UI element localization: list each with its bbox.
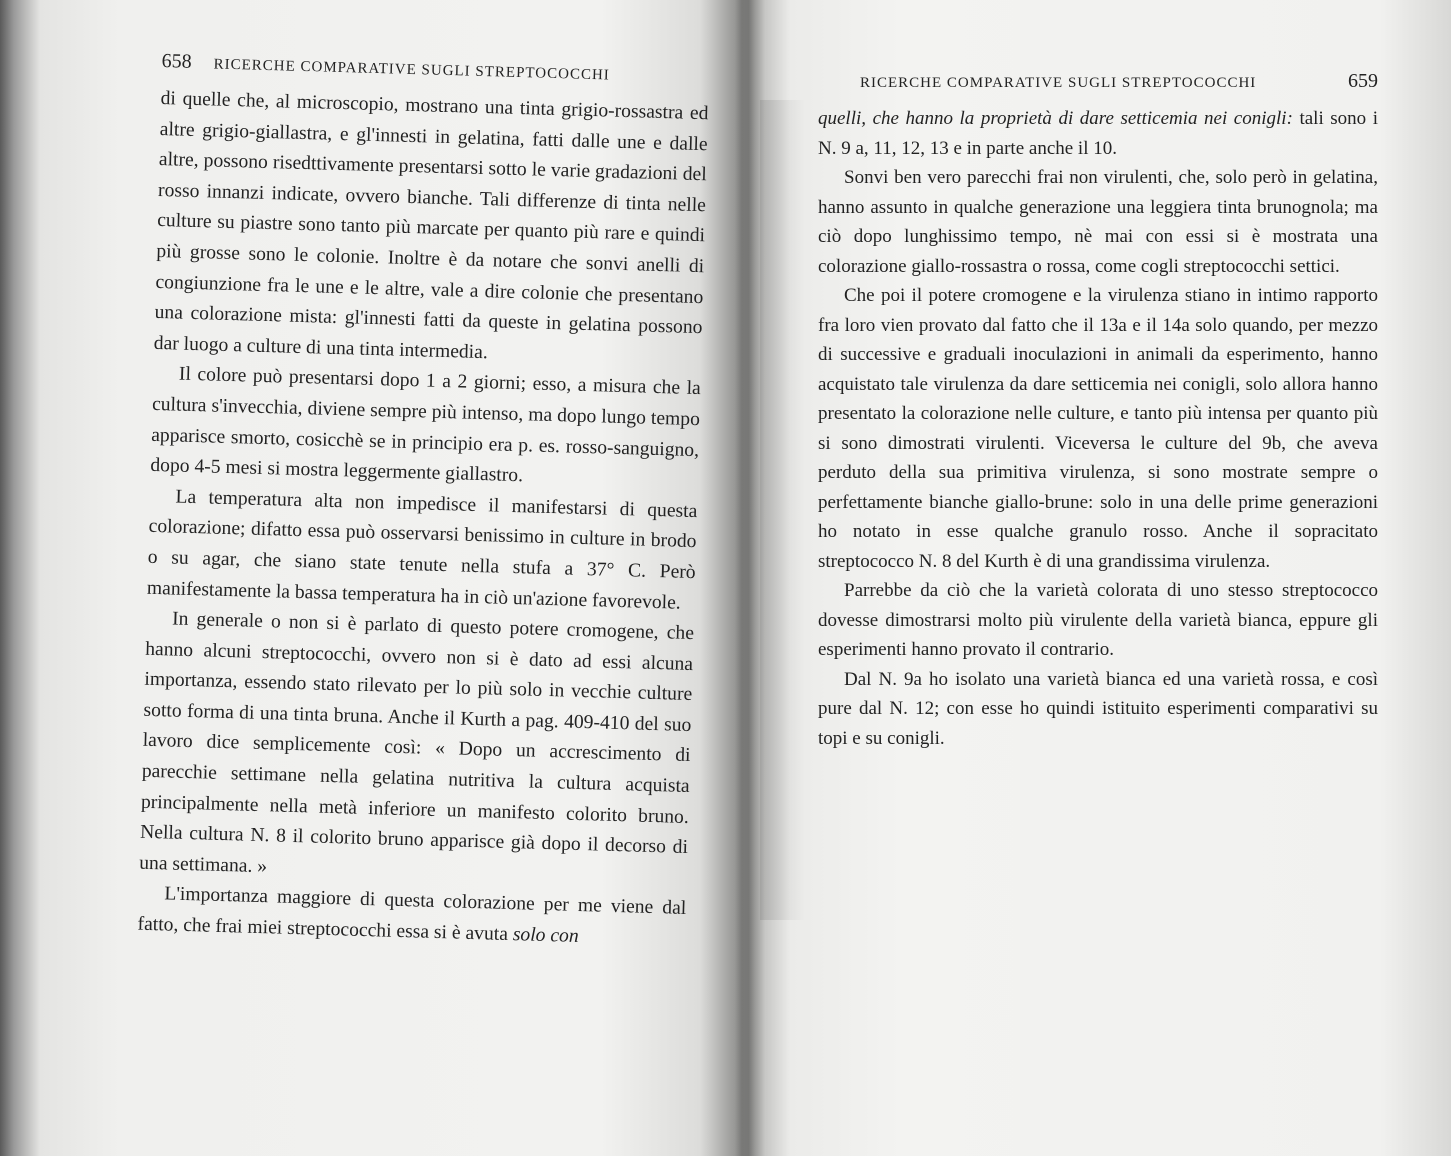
- left-paragraph-1: di quelle che, al microscopio, mostrano una tinta grigio-rossastra ed altre grigio-giallastra, e gl'innesti in gelatina, fatti dalle une e dalle altre, possono risedttivamente presentarsi sotto le varie gradazioni del rosso innanzi indicate, ovvero bianche. Tali differenze di tinta nelle culture su piastre sono tanto più marcate per quanto più rare e quindi più grosse sono le colonie. Inoltre è da notare che sonvi anelli di congiunzione fra le une e le altre, vale a dire colonie che presentano una colorazione mista: gl'innesti fatti da queste in gelatina possono dar luogo a culture di una tinta intermedia.: [153, 87, 709, 363]
- right-paragraph-1: [818, 104, 1378, 163]
- right-paragraph-3: Che poi il potere cromogene e la virulenza stiano in intimo rapporto fra loro vien provato dal fatto che il 13a e il 14a solo quando, per mezzo di successive e graduali inoculazioni in animali da esperimento, hanno acquistato tale virulenza da dare setticemia nei conigli, solo allora hanno presentato la colorazione nelle culture, e tanto più intensa per quanto più si sono dimostrati virulenti. Viceversa le culture del 9b, che aveva perduto della sua primitiva virulenza, si sono mostrate sempre o perfettamente bianche giallo-brune: solo in una delle prime generazioni ho notato in esse qualche granulo rosso. Anche il sopracitato streptococco N. 8 del Kurth è di una grandissima virulenza.: [818, 285, 1378, 572]
- left-running-head: RICERCHE COMPARATIVE SUGLI STREPTOCOCCHI: [213, 56, 610, 84]
- left-paragraph-3: La temperatura alta non impedisce il manifestarsi di questa colorazione; difatto essa può osservarsi benissimo in culture in brodo o su agar, che siano state tenute nella stufa a 37° C. Però manifestamente la bassa temperatura ha in ciò un'azione favorevole.: [146, 486, 698, 614]
- right-page-number: 659: [1348, 70, 1378, 92]
- right-page: [760, 0, 1451, 1156]
- right-paragraph-5: Dal N. 9a ho isolato una varietà bianca ed una varietà rossa, e così pure dal N. 12; con esse ho quindi istituito esperimenti comparativi su topi e su conigli.: [818, 668, 1378, 749]
- left-paragraph-4: In generale o non si è parlato di questo potere cromogene, che hanno alcuni streptococchi, ovvero non si è dato ad essi alcuna importanza, essendo stato rilevato per lo più solo in vecchie culture sotto forma di una tinta bruna. Anche il Kurth a pag. 409-410 del suo lavoro dice semplicemente così: « Dopo un accrescimento di parecchie settimane nella gelatina nutritiva la cultura acquista principalmente nella metà inferiore un manifesto colorito bruno. Nella cultura N. 8 il colorito bruno apparisce già dopo il decorso di una settimana. »: [138, 608, 695, 878]
- right-running-head: RICERCHE COMPARATIVE SUGLI STREPTOCOCCHI: [860, 75, 1257, 91]
- right-paragraph-4: Parrebbe da ciò che la varietà colorata di uno stesso streptococco dovesse dimostrarsi molto più virulente della varietà bianca, eppure gli esperimenti hanno provato il contrario.: [818, 580, 1378, 660]
- left-paragraph-5-text: L'importanza maggiore di questa colorazione per me viene dal fatto, che frai miei streptococchi essa si è avuta: [137, 883, 687, 946]
- left-page-number: 658: [161, 50, 192, 73]
- right-running-header: [818, 70, 1378, 100]
- left-paragraph-5-italic: solo con: [512, 924, 579, 948]
- right-paragraph-2: Sonvi ben vero parecchi frai non virulenti, che, solo però in gelatina, hanno assunto in qualche generazione una leggiera tinta brunognola; ma ciò dopo lunghissimo tempo, nè mai con essi si è mostrata una colorazione giallo-rossastra o rossa, come cogli streptococchi settici.: [818, 167, 1378, 277]
- right-paragraph-1-italic: quelli, che hanno la proprietà di dare setticemia nei conigli:: [818, 108, 1293, 129]
- left-paragraph-2: Il colore può presentarsi dopo 1 a 2 giorni; esso, a misura che la cultura s'invecchia, diviene sempre più intenso, ma dopo lungo tempo apparisce smorto, cosicchè se in principio era p. es. rosso-sanguigno, dopo 4-5 mesi si mostra leggermente giallastro.: [150, 363, 702, 487]
- right-page-text-block: [818, 70, 1378, 753]
- right-paragraph-1-text: tali sono i N. 9 a, 11, 12, 13 e in parte anche il 10.: [818, 108, 1378, 159]
- left-page-text-block: [137, 50, 710, 956]
